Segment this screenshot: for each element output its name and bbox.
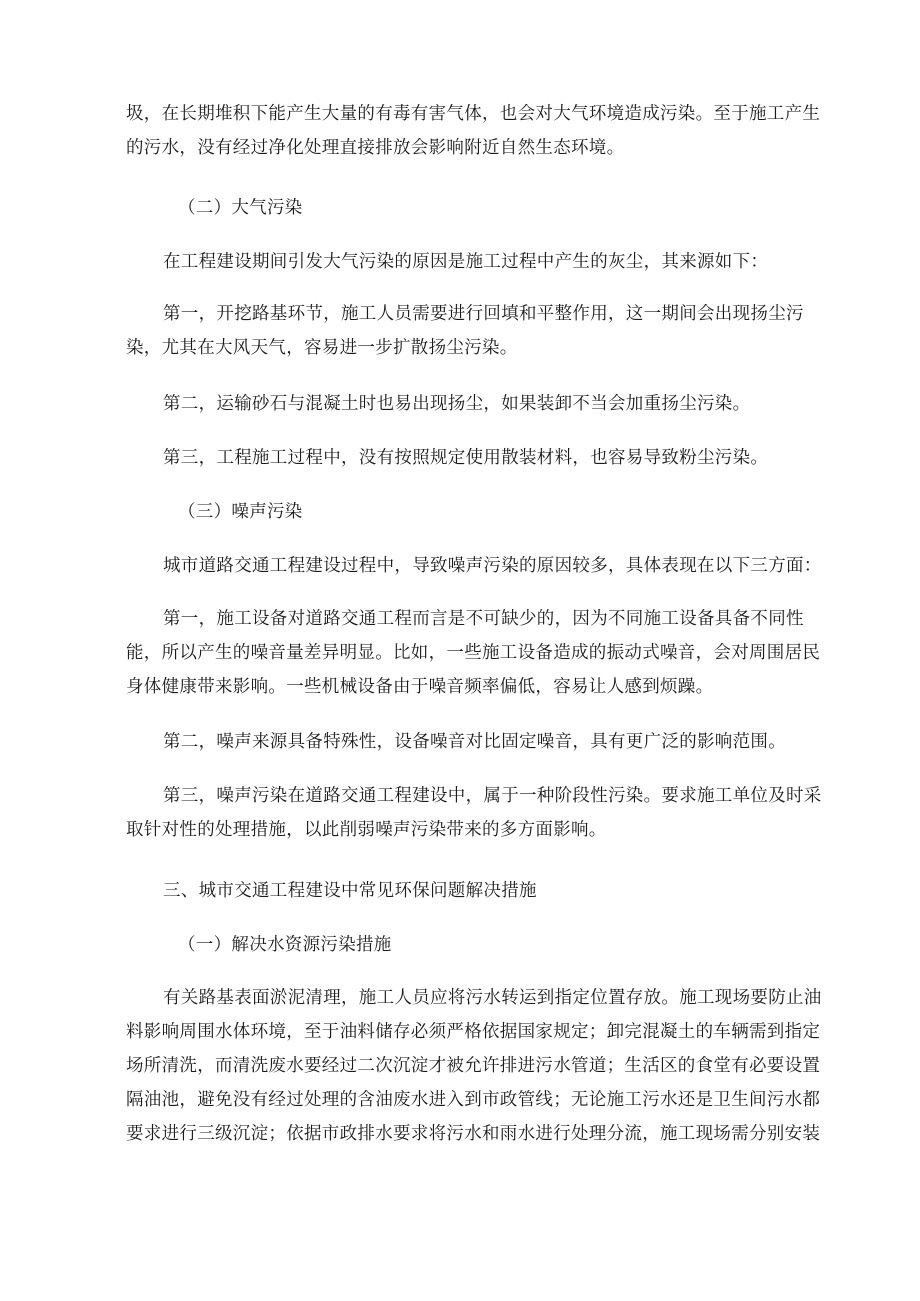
text-line: 城市道路交通工程建设过程中，导致噪声污染的原因较多，具体表现在以下三方面： bbox=[163, 556, 822, 576]
text-line: 取针对性的处理措施，以此削弱噪声污染带来的多方面影响。 bbox=[126, 820, 607, 840]
paragraph-water-measures bbox=[126, 981, 822, 1151]
text-line: 的污水，没有经过净化处理直接排放会影响附近自然生态环境。 bbox=[126, 138, 625, 158]
text-line: 圾，在长期堆积下能产生大量的有毒有害气体，也会对大气环境造成污染。至于施工产生 bbox=[126, 104, 821, 124]
paragraph-air-pollution-intro bbox=[163, 245, 796, 279]
paragraph-air-third bbox=[163, 441, 796, 475]
section-heading-solutions bbox=[163, 874, 796, 908]
paragraph-air-pollution-garbage bbox=[126, 97, 821, 165]
text-line: 第一，施工设备对道路交通工程而言是不可缺少的，因为不同施工设备具备不同性 bbox=[163, 609, 804, 629]
text-line: 染，尤其在大风天气，容易进一步扩散扬尘污染。 bbox=[126, 338, 518, 358]
paragraph-air-first bbox=[126, 297, 804, 365]
text-line: 身体健康带来影响。一些机械设备由于噪音频率偏低，容易让人感到烦躁。 bbox=[126, 677, 714, 697]
paragraph-noise-intro bbox=[163, 549, 822, 583]
heading-text: （一）解决水资源污染措施 bbox=[178, 935, 392, 955]
text-line: 隔油池，避免没有经过处理的含油废水进入到市政管线；无论施工污水还是卫生间污水都 bbox=[126, 1090, 821, 1110]
heading-text: （二）大气污染 bbox=[178, 198, 303, 218]
text-line: 第二，运输砂石与混凝土时也易出现扬尘，如果装卸不当会加重扬尘污染。 bbox=[163, 394, 751, 414]
section-heading-noise-pollution bbox=[178, 495, 796, 529]
text-line: 第三，噪声污染在道路交通工程建设中，属于一种阶段性污染。要求施工单位及时采 bbox=[163, 786, 822, 806]
text-line: 第一，开挖路基环节，施工人员需要进行回填和平整作用，这一期间会出现扬尘污 bbox=[163, 304, 804, 324]
text-line: 场所清洗，而清洗废水要经过二次沉淀才被允许排进污水管道；生活区的食堂有必要设置 bbox=[126, 1056, 821, 1076]
text-line: 料影响周围水体环境，至于油料储存必须严格依据国家规定；卸完混凝土的车辆需到指定 bbox=[126, 1022, 821, 1042]
text-line: 有关路基表面淤泥清理，施工人员应将污水转运到指定位置存放。施工现场要防止油 bbox=[163, 988, 822, 1008]
heading-text: （三）噪声污染 bbox=[178, 502, 303, 522]
text-line: 在工程建设期间引发大气污染的原因是施工过程中产生的灰尘，其来源如下： bbox=[163, 252, 769, 272]
paragraph-noise-third bbox=[126, 779, 822, 847]
section-heading-air-pollution bbox=[178, 191, 796, 225]
paragraph-noise-second bbox=[163, 725, 796, 759]
heading-text: 三、城市交通工程建设中常见环保问题解决措施 bbox=[163, 881, 537, 901]
paragraph-air-second bbox=[163, 387, 796, 421]
text-line: 第三，工程施工过程中，没有按照规定使用散装材料，也容易导致粉尘污染。 bbox=[163, 448, 769, 468]
text-line: 能，所以产生的噪音量差异明显。比如，一些施工设备造成的振动式噪音，会对周围居民 bbox=[126, 643, 821, 663]
text-line: 第二，噪声来源具备特殊性，设备噪音对比固定噪音，具有更广泛的影响范围。 bbox=[163, 732, 786, 752]
subsection-heading-water-pollution-measures bbox=[178, 928, 796, 962]
text-line: 要求进行三级沉淀；依据市政排水要求将污水和雨水进行处理分流，施工现场需分别安装 bbox=[126, 1124, 821, 1144]
paragraph-noise-first bbox=[126, 602, 821, 704]
